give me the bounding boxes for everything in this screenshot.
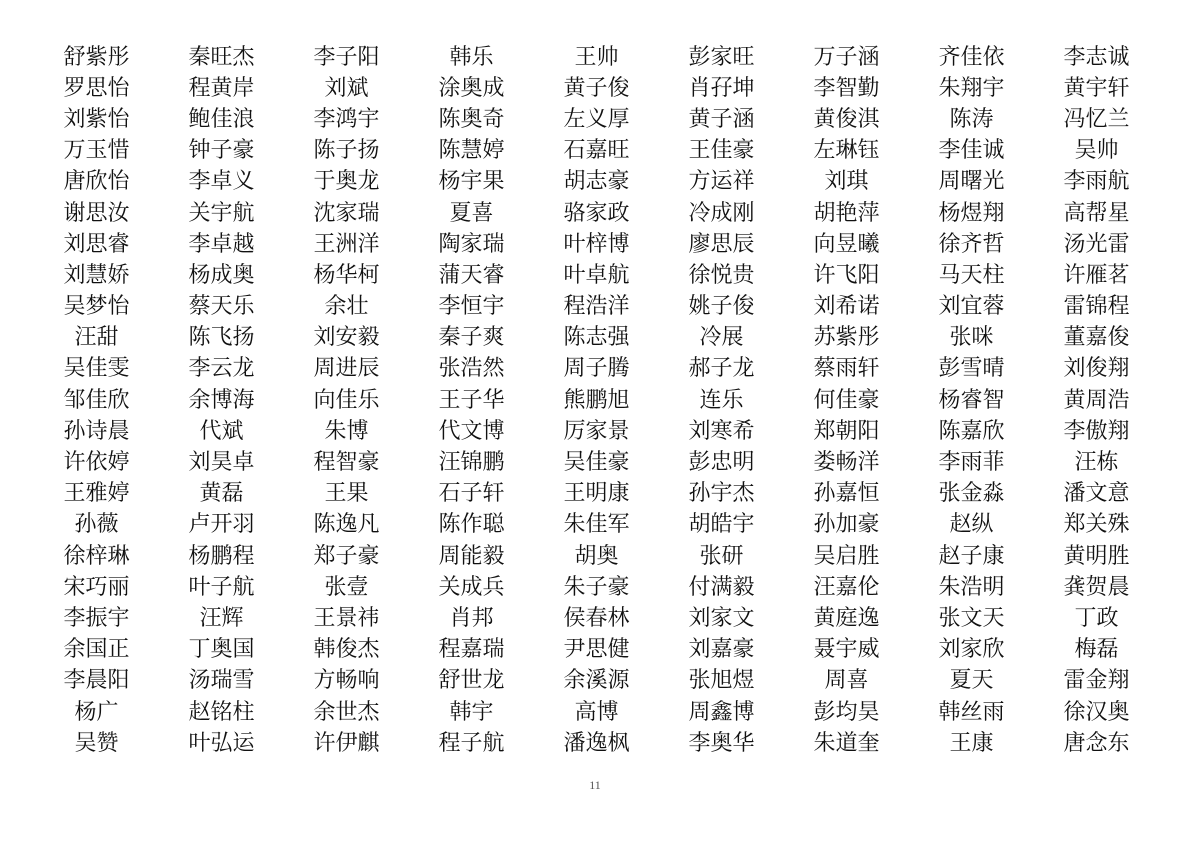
- name-cell: 赵子康: [938, 543, 1005, 569]
- name-cell: 吴佳豪: [563, 450, 630, 476]
- name-cell: 周曙光: [938, 169, 1005, 195]
- name-cell: 陈嘉欣: [938, 418, 1005, 444]
- name-cell: 刘家文: [688, 605, 755, 631]
- name-cell: 王康: [949, 730, 994, 756]
- name-cell: 李卓义: [188, 169, 255, 195]
- name-cell: 刘慧娇: [63, 262, 130, 288]
- name-cell: 胡奥: [574, 543, 619, 569]
- name-cell: 孙诗晨: [63, 418, 130, 444]
- name-cell: 沈家瑞: [313, 200, 380, 226]
- name-cell: 何佳豪: [813, 387, 880, 413]
- name-cell: 李智勤: [813, 75, 880, 101]
- name-cell: 冷展: [699, 325, 744, 351]
- name-cell: 万玉惜: [63, 138, 130, 164]
- name-cell: 王果: [324, 481, 369, 507]
- name-cell: 朱子豪: [563, 574, 630, 600]
- name-cell: 唐念东: [1063, 730, 1130, 756]
- name-cell: 姚子俊: [688, 294, 755, 320]
- name-cell: 杨宇果: [438, 169, 505, 195]
- name-cell: 高博: [574, 699, 619, 725]
- name-cell: 鲍佳浪: [188, 106, 255, 132]
- name-cell: 彭雪晴: [938, 356, 1005, 382]
- name-cell: 徐汉奥: [1063, 699, 1130, 725]
- name-cell: 蔡天乐: [188, 294, 255, 320]
- name-cell: 向佳乐: [313, 387, 380, 413]
- name-cell: 刘宜蓉: [938, 294, 1005, 320]
- name-cell: 刘寒希: [688, 418, 755, 444]
- name-cell: 李云龙: [188, 356, 255, 382]
- name-cell: 徐悦贵: [688, 262, 755, 288]
- name-cell: 赵纵: [949, 512, 994, 538]
- name-cell: 程浩洋: [563, 294, 630, 320]
- name-cell: 朱翔宇: [938, 75, 1005, 101]
- name-cell: 潘文意: [1063, 481, 1130, 507]
- name-cell: 付满毅: [688, 574, 755, 600]
- name-cell: 周子腾: [563, 356, 630, 382]
- name-cell: 汪甜: [74, 325, 119, 351]
- name-cell: 舒世龙: [438, 668, 505, 694]
- name-cell: 关成兵: [438, 574, 505, 600]
- name-cell: 夏天: [949, 668, 994, 694]
- name-cell: 张文天: [938, 605, 1005, 631]
- name-cell: 陈涛: [949, 106, 994, 132]
- name-cell: 李志诚: [1063, 44, 1130, 70]
- name-cell: 周喜: [824, 668, 869, 694]
- name-cell: 龚贺晨: [1063, 574, 1130, 600]
- name-cell: 于奥龙: [313, 169, 380, 195]
- name-list-table: [34, 42, 1159, 759]
- name-cell: 余世杰: [313, 699, 380, 725]
- name-cell: 郝子龙: [688, 356, 755, 382]
- name-cell: 李晨阳: [63, 668, 130, 694]
- name-cell: 宋巧丽: [63, 574, 130, 600]
- name-cell: 杨华柯: [313, 262, 380, 288]
- name-cell: 韩宇: [449, 699, 494, 725]
- name-cell: 孙宇杰: [688, 481, 755, 507]
- name-cell: 陈飞扬: [188, 325, 255, 351]
- name-cell: 秦子爽: [438, 325, 505, 351]
- name-cell: 方运祥: [688, 169, 755, 195]
- name-cell: 雷锦程: [1063, 294, 1130, 320]
- name-cell: 彭忠明: [688, 450, 755, 476]
- name-cell: 左义厚: [563, 106, 630, 132]
- name-cell: 陈奥奇: [438, 106, 505, 132]
- name-cell: 杨鹏程: [188, 543, 255, 569]
- name-cell: 刘嘉豪: [688, 637, 755, 663]
- name-cell: 陈志强: [563, 325, 630, 351]
- name-cell: 董嘉俊: [1063, 325, 1130, 351]
- name-cell: 周能毅: [438, 543, 505, 569]
- name-cell: 余博海: [188, 387, 255, 413]
- name-cell: 韩丝雨: [938, 699, 1005, 725]
- name-cell: 王雅婷: [63, 481, 130, 507]
- name-cell: 尹思健: [563, 637, 630, 663]
- name-cell: 张壹: [324, 574, 369, 600]
- name-cell: 刘紫怡: [63, 106, 130, 132]
- name-cell: 李恒宇: [438, 294, 505, 320]
- name-cell: 李卓越: [188, 231, 255, 257]
- name-cell: 舒紫彤: [63, 44, 130, 70]
- name-cell: 杨广: [74, 699, 119, 725]
- name-cell: 黄宇轩: [1063, 75, 1130, 101]
- name-cell: 石子轩: [438, 481, 505, 507]
- name-cell: 郑子豪: [313, 543, 380, 569]
- name-cell: 马天柱: [938, 262, 1005, 288]
- name-cell: 彭家旺: [688, 44, 755, 70]
- name-cell: 余溪源: [563, 668, 630, 694]
- name-cell: 孙薇: [74, 512, 119, 538]
- name-cell: 黄明胜: [1063, 543, 1130, 569]
- name-cell: 齐佳依: [938, 44, 1005, 70]
- name-cell: 夏喜: [449, 200, 494, 226]
- name-cell: 李振宇: [63, 605, 130, 631]
- name-cell: 吴帅: [1074, 138, 1119, 164]
- name-cell: 程智豪: [313, 450, 380, 476]
- name-cell: 程黄岸: [188, 75, 255, 101]
- name-cell: 张金淼: [938, 481, 1005, 507]
- name-cell: 冯忆兰: [1063, 106, 1130, 132]
- name-cell: 汤光雷: [1063, 231, 1130, 257]
- name-cell: 唐欣怡: [63, 169, 130, 195]
- name-cell: 李傲翔: [1063, 418, 1130, 444]
- name-cell: 肖孖坤: [688, 75, 755, 101]
- name-cell: 叶子航: [188, 574, 255, 600]
- name-cell: 秦旺杰: [188, 44, 255, 70]
- name-cell: 王洲洋: [313, 231, 380, 257]
- name-cell: 刘思睿: [63, 231, 130, 257]
- name-cell: 周进辰: [313, 356, 380, 382]
- name-cell: 黄俊淇: [813, 106, 880, 132]
- name-cell: 周鑫博: [688, 699, 755, 725]
- name-cell: 韩乐: [449, 44, 494, 70]
- name-cell: 王子华: [438, 387, 505, 413]
- name-cell: 刘昊卓: [188, 450, 255, 476]
- name-cell: 骆家政: [563, 200, 630, 226]
- name-cell: 许雁茗: [1063, 262, 1130, 288]
- name-cell: 王明康: [563, 481, 630, 507]
- name-cell: 杨成奥: [188, 262, 255, 288]
- name-cell: 汤瑞雪: [188, 668, 255, 694]
- name-cell: 陈作聪: [438, 512, 505, 538]
- name-cell: 吴赞: [74, 730, 119, 756]
- name-cell: 郑朝阳: [813, 418, 880, 444]
- name-cell: 王景祎: [313, 605, 380, 631]
- name-cell: 刘斌: [324, 75, 369, 101]
- name-cell: 胡志豪: [563, 169, 630, 195]
- name-cell: 梅磊: [1074, 637, 1119, 663]
- name-cell: 聂宇威: [813, 637, 880, 663]
- name-cell: 黄周浩: [1063, 387, 1130, 413]
- name-cell: 卢开羽: [188, 512, 255, 538]
- name-cell: 王帅: [574, 44, 619, 70]
- name-cell: 刘俊翔: [1063, 356, 1130, 382]
- name-cell: 黄庭逸: [813, 605, 880, 631]
- name-cell: 肖邦: [449, 605, 494, 631]
- name-cell: 叶弘运: [188, 730, 255, 756]
- name-cell: 邹佳欣: [63, 387, 130, 413]
- name-cell: 刘家欣: [938, 637, 1005, 663]
- name-cell: 徐梓琳: [63, 543, 130, 569]
- name-cell: 雷金翔: [1063, 668, 1130, 694]
- name-cell: 朱博: [324, 418, 369, 444]
- name-cell: 陶家瑞: [438, 231, 505, 257]
- name-cell: 叶梓博: [563, 231, 630, 257]
- name-cell: 侯春林: [563, 605, 630, 631]
- name-cell: 张旭煜: [688, 668, 755, 694]
- name-cell: 张浩然: [438, 356, 505, 382]
- name-cell: 吴启胜: [813, 543, 880, 569]
- name-cell: 陈慧婷: [438, 138, 505, 164]
- name-cell: 万子涵: [813, 44, 880, 70]
- name-cell: 李雨菲: [938, 450, 1005, 476]
- name-cell: 孙嘉恒: [813, 481, 880, 507]
- name-cell: 吴佳雯: [63, 356, 130, 382]
- name-cell: 李奥华: [688, 730, 755, 756]
- name-cell: 汪辉: [199, 605, 244, 631]
- name-cell: 方畅响: [313, 668, 380, 694]
- name-cell: 钟子豪: [188, 138, 255, 164]
- name-cell: 徐齐哲: [938, 231, 1005, 257]
- name-cell: 刘希诺: [813, 294, 880, 320]
- name-cell: 关宇航: [188, 200, 255, 226]
- name-cell: 王佳豪: [688, 138, 755, 164]
- name-cell: 郑关殊: [1063, 512, 1130, 538]
- name-cell: 余壮: [324, 294, 369, 320]
- name-cell: 朱道奎: [813, 730, 880, 756]
- name-cell: 涂奥成: [438, 75, 505, 101]
- name-cell: 吴梦怡: [63, 294, 130, 320]
- name-cell: 余国正: [63, 637, 130, 663]
- name-cell: 黄磊: [199, 481, 244, 507]
- name-cell: 李佳诚: [938, 138, 1005, 164]
- name-cell: 罗思怡: [63, 75, 130, 101]
- name-cell: 汪嘉伦: [813, 574, 880, 600]
- name-cell: 汪锦鹏: [438, 450, 505, 476]
- name-cell: 娄畅洋: [813, 450, 880, 476]
- name-cell: 黄子俊: [563, 75, 630, 101]
- name-cell: 杨煜翔: [938, 200, 1005, 226]
- name-cell: 赵铭柱: [188, 699, 255, 725]
- name-cell: 刘安毅: [313, 325, 380, 351]
- name-cell: 胡皓宇: [688, 512, 755, 538]
- name-cell: 彭均昊: [813, 699, 880, 725]
- name-cell: 左琳钰: [813, 138, 880, 164]
- name-cell: 石嘉旺: [563, 138, 630, 164]
- name-cell: 许飞阳: [813, 262, 880, 288]
- name-cell: 丁政: [1074, 605, 1119, 631]
- name-cell: 张咪: [949, 325, 994, 351]
- name-cell: 孙加豪: [813, 512, 880, 538]
- name-cell: 高帮星: [1063, 200, 1130, 226]
- name-cell: 陈子扬: [313, 138, 380, 164]
- name-cell: 熊鹏旭: [563, 387, 630, 413]
- name-cell: 蒲天睿: [438, 262, 505, 288]
- name-cell: 胡艳萍: [813, 200, 880, 226]
- name-cell: 李鸿宇: [313, 106, 380, 132]
- name-cell: 连乐: [699, 387, 744, 413]
- name-cell: 朱浩明: [938, 574, 1005, 600]
- name-cell: 谢思汝: [63, 200, 130, 226]
- name-cell: 李雨航: [1063, 169, 1130, 195]
- name-cell: 潘逸枫: [563, 730, 630, 756]
- name-cell: 代斌: [199, 418, 244, 444]
- name-cell: 韩俊杰: [313, 637, 380, 663]
- name-cell: 蔡雨轩: [813, 356, 880, 382]
- name-cell: 丁奥国: [188, 637, 255, 663]
- name-cell: 向昱曦: [813, 231, 880, 257]
- name-cell: 苏紫彤: [813, 325, 880, 351]
- name-cell: 张研: [699, 543, 744, 569]
- name-cell: 程嘉瑞: [438, 637, 505, 663]
- name-cell: 代文博: [438, 418, 505, 444]
- name-cell: 李子阳: [313, 44, 380, 70]
- name-cell: 许依婷: [63, 450, 130, 476]
- name-cell: 陈逸凡: [313, 512, 380, 538]
- name-cell: 朱佳军: [563, 512, 630, 538]
- name-cell: 廖思辰: [688, 231, 755, 257]
- name-cell: 冷成刚: [688, 200, 755, 226]
- name-cell: 汪栋: [1074, 450, 1119, 476]
- name-cell: 叶卓航: [563, 262, 630, 288]
- name-cell: 杨睿智: [938, 387, 1005, 413]
- name-cell: 黄子涵: [688, 106, 755, 132]
- name-cell: 刘琪: [824, 169, 869, 195]
- name-cell: 程子航: [438, 730, 505, 756]
- name-cell: 厉家景: [563, 418, 630, 444]
- page-number: 11: [589, 778, 601, 792]
- name-cell: 许伊麒: [313, 730, 380, 756]
